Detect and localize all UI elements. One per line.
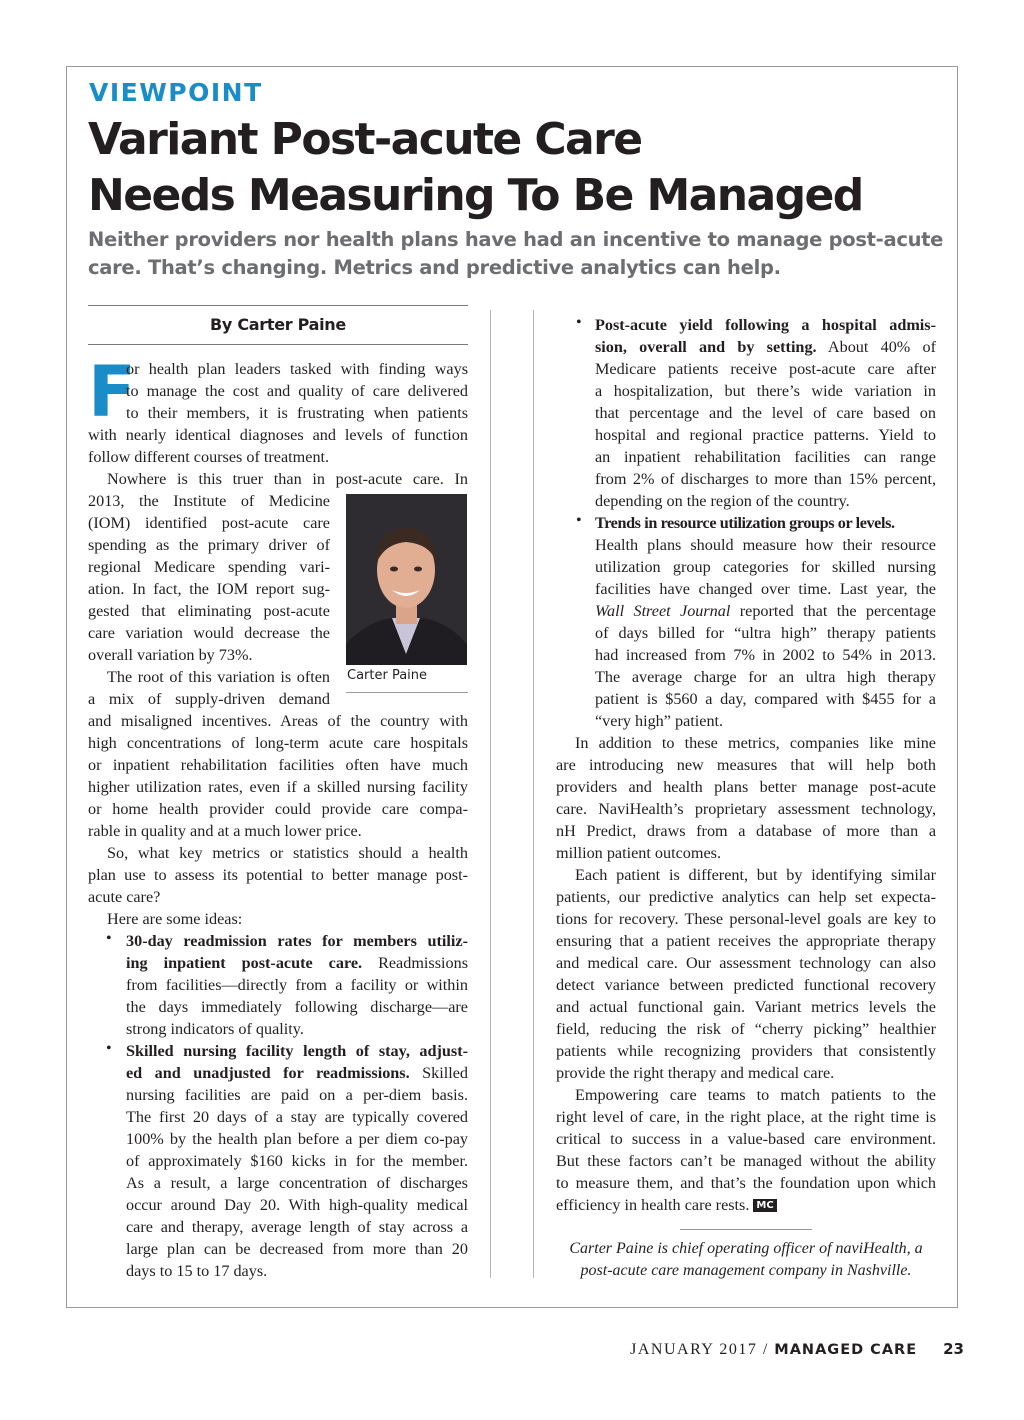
text-run: reported that the percentage [730,602,936,620]
text-line: The first 20 days of a stay are typically covered [126,1108,468,1126]
text-line: of approximately $160 kicks in for the member. [126,1152,468,1170]
text-line: days to 15 to 17 days. [126,1262,268,1280]
text-line: rable in quality and at a much lower price. [88,822,362,840]
text-line: acute care? [88,888,161,906]
right-column-bullets [595,314,936,732]
text-line: with nearly identical diagnoses and levels of function [88,426,468,444]
text-line: of days billed for “ultra high” therapy patients [595,624,936,642]
text-run: Skilled [409,1064,468,1082]
text-line: Here are some ideas: [107,910,243,928]
bold-run: sion, overall and by setting. [595,338,817,356]
text-line: and medical care. Our assessment technology can also [556,954,936,972]
text-line: providers and health plans better manage post-acute [556,778,936,796]
photo-caption-rule [346,692,468,693]
title-line: Needs Measuring To Be Managed [88,170,863,221]
title-line: Variant Post-acute Care [88,114,642,165]
text-line: critical to success in a value-based care environment. [556,1130,936,1148]
text-line: facilities have changed over time. Last year, the [595,580,936,598]
text-line: regional Medicare spending vari- [88,558,330,576]
text-line: 100% by the health plan before a per diem co-pay [126,1130,468,1148]
text-line: spending as the primary driver of [88,536,330,554]
text-line: high concentrations of long-term acute care hospitals [88,734,468,752]
text-line: “very high” patient. [595,712,724,730]
article-title [88,112,863,224]
text-line: from facilities—directly from a facility or within [126,976,468,994]
text-line: ensuring that a patient receives the appropriate therapy [556,932,936,950]
author-bio [556,1238,936,1282]
text-line: large plan can be decreased from more than 20 [126,1240,468,1258]
bullet-dot: • [576,512,582,529]
text-line: depending on the region of the country. [595,492,850,510]
text-run: About 40% of [816,338,936,356]
text-line: to measure them, and that’s the foundation upon which [556,1174,936,1192]
text-line: to their members, it is frustrating when patients [126,404,468,422]
text-line: detect variance between predicted functional recovery [556,976,936,994]
text-line: million patient outcomes. [556,844,721,862]
bold-run: ed and unadjusted for readmissions. [126,1064,410,1082]
drop-cap: F [88,351,136,433]
byline-rule-bottom [88,344,468,345]
text-line: field, reducing the risk of “cherry picking” healthier [556,1020,936,1038]
text-line: occur around Day 20. With high-quality medical [126,1196,468,1214]
text-line: right level of care, in the right place, at the right time is [556,1108,936,1126]
bio-rule [680,1229,812,1230]
text-line [126,1062,468,1084]
text-line: higher utilization rates, even if a skilled nursing facility [88,778,468,796]
text-line: that percentage and the level of care based on [595,404,936,422]
deck-line: care. That’s changing. Metrics and predictive analytics can help. [88,256,781,279]
text-line: The root of this variation is often [107,668,330,686]
text-line: Medicare patients receive post-acute care after [595,360,936,378]
bio-line: post-acute care management company in Nashville. [580,1262,912,1279]
text-line: an inpatient rehabilitation facilities can range [595,448,936,466]
text-line: or inpatient rehabilitation facilities often have much [88,756,468,774]
text-line: So, what key metrics or statistics should a health [107,844,468,862]
text-line: care variation would decrease the [88,624,330,642]
deck-line: Neither providers nor health plans have had an incentive to manage post-acute [88,228,944,251]
text-line: strong indicators of quality. [126,1020,304,1038]
left-column-text-lower [88,710,468,930]
text-line: patients while recognizing providers that consistently [556,1042,936,1060]
text-line: Trends in resource utilization groups or levels. [595,514,895,532]
text-line: Each patient is different, but by identifying similar [575,866,936,884]
page-footer [630,1340,964,1359]
text-line: tions for recovery. These personal-level goals are key to [556,910,936,928]
left-column-dropcap-text [126,358,468,424]
text-line: provide the right therapy and medical care. [556,1064,835,1082]
text-line: Nowhere is this truer than in post-acute care. In [107,470,468,488]
text-line [126,952,468,974]
byline: By Carter Paine [210,315,346,334]
text-line: Health plans should measure how their resource [595,536,936,554]
text-line [595,336,936,358]
text-line: Empowering care teams to match patients to the [575,1086,936,1104]
text-line: or health plan leaders tasked with finding ways [126,360,468,378]
text-run: Readmissions [362,954,468,972]
text-line: ation. In fact, the IOM report sug- [88,580,330,598]
text-run: efficiency in health care rests. [556,1196,750,1214]
text-line: plan use to assess its potential to better manage post- [88,866,468,884]
text-line: utilization group categories for skilled nursing [595,558,936,576]
text-line: gested that eliminating post-acute [88,602,330,620]
page-number: 23 [943,1340,964,1358]
text-line: But these factors can’t be managed without the ability [556,1152,936,1170]
text-line: care. NaviHealth’s proprietary assessment technology, [556,800,936,818]
end-mark-icon: MC [753,1199,776,1212]
text-line: had increased from 7% in 2002 to 54% in 2013. [595,646,936,664]
text-line: The average charge for an ultra high therapy [595,668,936,686]
text-line: patient is $560 a day, compared with $455 for a [595,690,936,708]
text-line: nursing facilities are paid on a per-diem basis. [126,1086,468,1104]
text-line: Post-acute yield following a hospital admis- [595,316,936,334]
text-line: hospital and regional practice patterns. Yield to [595,426,936,444]
author-photo [346,494,467,665]
text-line: As a result, a large concentration of discharges [126,1174,468,1192]
text-line: nH Predict, draws from a database of more than a [556,822,936,840]
text-line: care and therapy, average length of stay across a [126,1218,468,1236]
bold-run: ing inpatient post-acute care. [126,954,363,972]
bio-line: Carter Paine is chief operating officer of naviHealth, a [569,1240,923,1257]
byline-rule-top [88,305,468,306]
text-line: 30-day readmission rates for members utiliz- [126,932,468,950]
text-line: In addition to these metrics, companies like mine [575,734,936,752]
left-column-narrow-text [88,490,330,710]
text-line [556,1194,936,1216]
text-line: 2013, the Institute of Medicine [88,492,330,510]
section-label: VIEWPOINT [89,78,263,107]
text-line: are introducing new measures that will help both [556,756,936,774]
text-line [595,600,936,622]
text-line: Skilled nursing facility length of stay, adjust- [126,1042,468,1060]
column-divider-right [533,310,534,1278]
bullet-dot: • [106,930,112,947]
italic-run: Wall Street Journal [595,602,731,620]
bullet-dot: • [106,1040,112,1057]
author-portrait-icon [346,494,467,665]
text-line: and actual functional gain. Variant metrics levels the [556,998,936,1016]
footer-publication: MANAGED CARE [774,1342,918,1358]
text-line: patients, our predictive analytics can help set expecta- [556,888,936,906]
text-line: or home health provider could provide care compa- [88,800,468,818]
text-line: the days immediately following discharge—are [126,998,468,1016]
text-line: from 2% of discharges to more than 15% percent, [595,470,936,488]
text-line: and misaligned incentives. Areas of the country with [88,712,468,730]
text-line: to manage the cost and quality of care delivered [126,382,468,400]
photo-caption: Carter Paine [347,668,428,683]
right-column-text [556,732,936,1216]
left-column-text [88,424,468,490]
text-line: (IOM) identified post-acute care [88,514,330,532]
text-line: overall variation by 73%. [88,646,253,664]
article-deck [88,226,948,282]
bullet-dot: • [576,314,582,331]
text-line: a hospitalization, but there’s wide variation in [595,382,936,400]
text-line: follow different courses of treatment. [88,448,330,466]
text-line: a mix of supply-driven demand [88,690,330,708]
left-column-bullets [126,930,468,1282]
footer-date: JANUARY 2017 / [630,1341,775,1358]
column-divider-left [490,310,491,1278]
